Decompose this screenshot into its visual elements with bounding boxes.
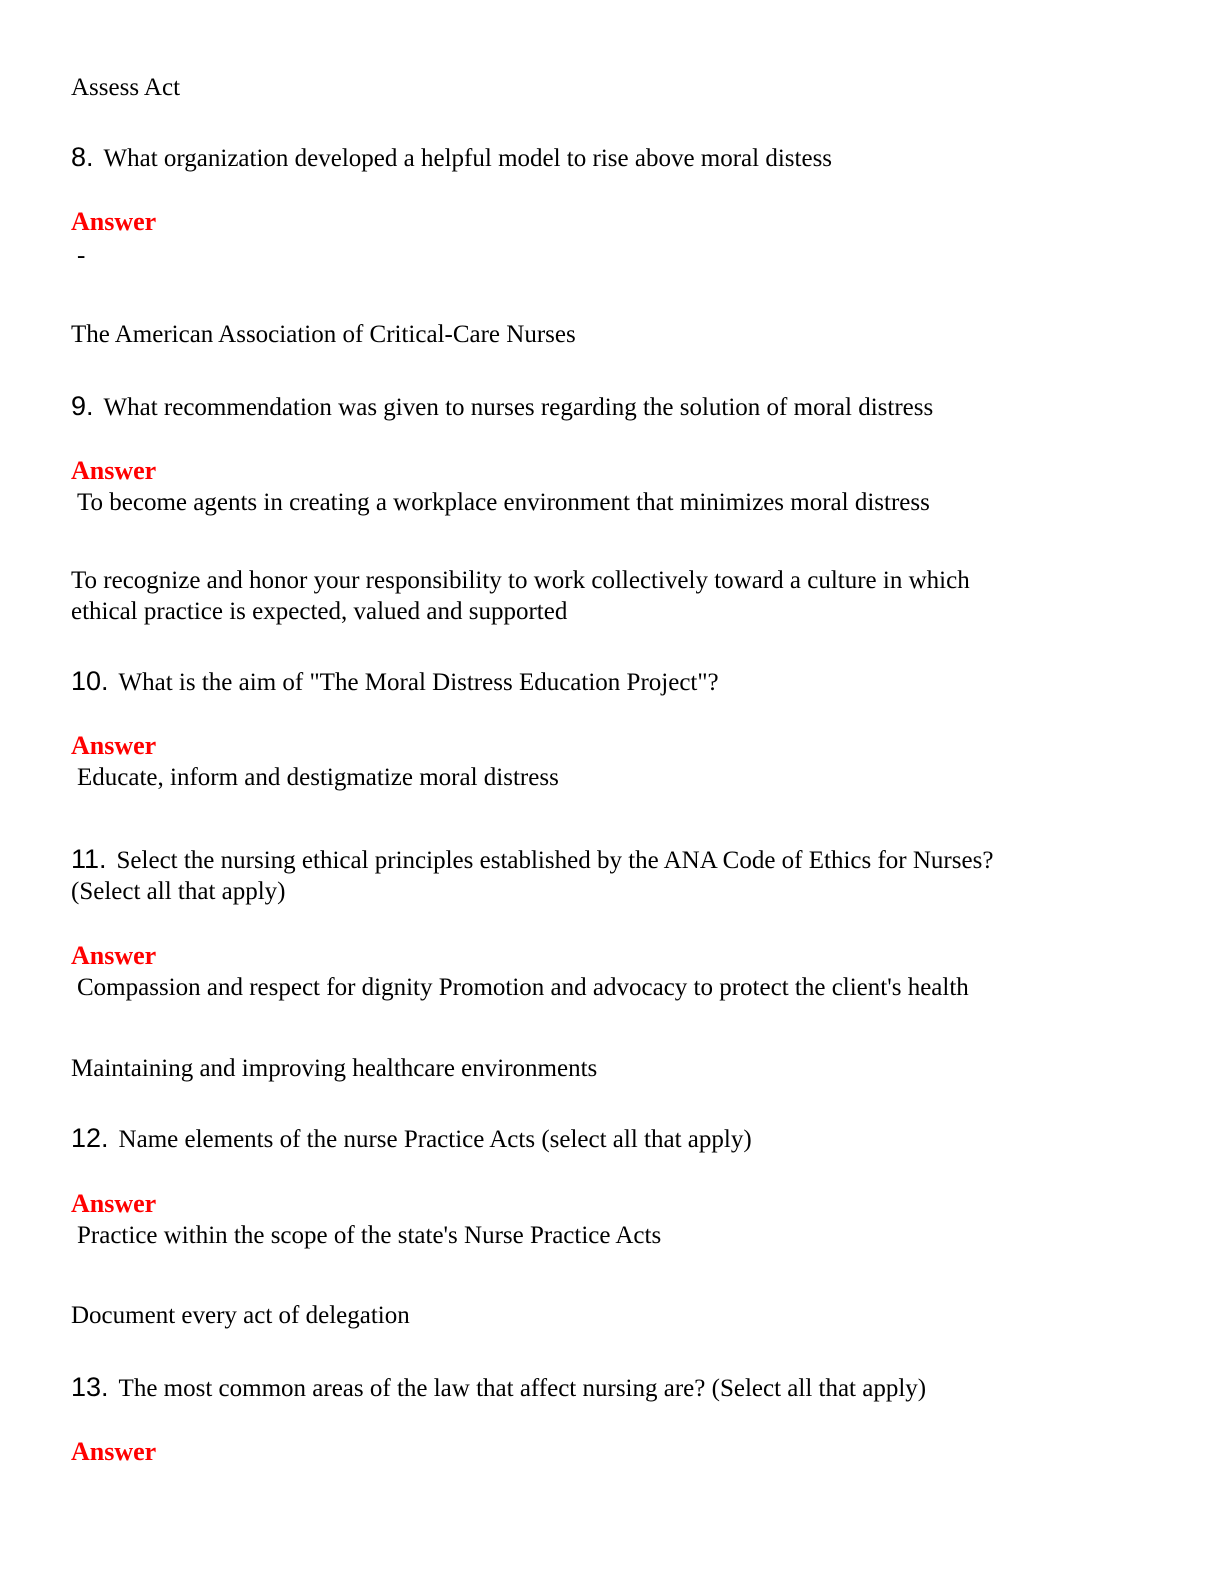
question-11 [71,844,993,876]
answer-text: To become agents in creating a workplace environment that minimizes moral distress [77,489,930,516]
answer-label: Answer [71,456,157,485]
answer-text: ethical practice is expected, valued and supported [71,598,568,625]
question-12 [71,1123,752,1155]
answer-text: Practice within the scope of the state's Nurse Practice Acts [77,1222,662,1249]
answer-label: Answer [71,941,157,970]
question-text: Select the nursing ethical principles established by the ANA Code of Ethics for Nurses? [116,847,994,874]
question-text: What is the aim of "The Moral Distress Education Project"? [118,669,719,696]
answer-label: Answer [71,1189,157,1218]
question-9 [71,391,933,423]
answer-text: Compassion and respect for dignity Promotion and advocacy to protect the client's health [77,974,969,1001]
question-8 [71,142,832,174]
question-number: 12. [71,1123,109,1153]
answer-text: Educate, inform and destigmatize moral distress [77,764,559,791]
question-text: The most common areas of the law that affect nursing are? (Select all that apply) [118,1375,927,1402]
question-number: 8. [71,142,94,172]
answer-text: Document every act of delegation [71,1302,410,1329]
question-13 [71,1372,926,1404]
answer-dash: - [77,242,86,269]
question-text: Name elements of the nurse Practice Acts (select all that apply) [118,1126,752,1153]
question-number: 10. [71,666,109,696]
answer-label: Answer [71,1437,157,1466]
question-number: 9. [71,391,94,421]
question-text: What organization developed a helpful model to rise above moral distess [103,145,833,172]
question-10 [71,666,719,698]
answer-label: Answer [71,207,157,236]
answer-text: The American Association of Critical-Care Nurses [71,321,576,348]
question-number: 11. [71,844,107,874]
question-text: What recommendation was given to nurses regarding the solution of moral distress [103,394,934,421]
question-number: 13. [71,1372,109,1402]
answer-text: To recognize and honor your responsibility to work collectively toward a culture in which [71,567,970,594]
answer-label: Answer [71,731,157,760]
answer-text: Maintaining and improving healthcare environments [71,1055,598,1082]
answer-text: Assess Act [71,74,181,101]
question-text: (Select all that apply) [71,878,286,905]
